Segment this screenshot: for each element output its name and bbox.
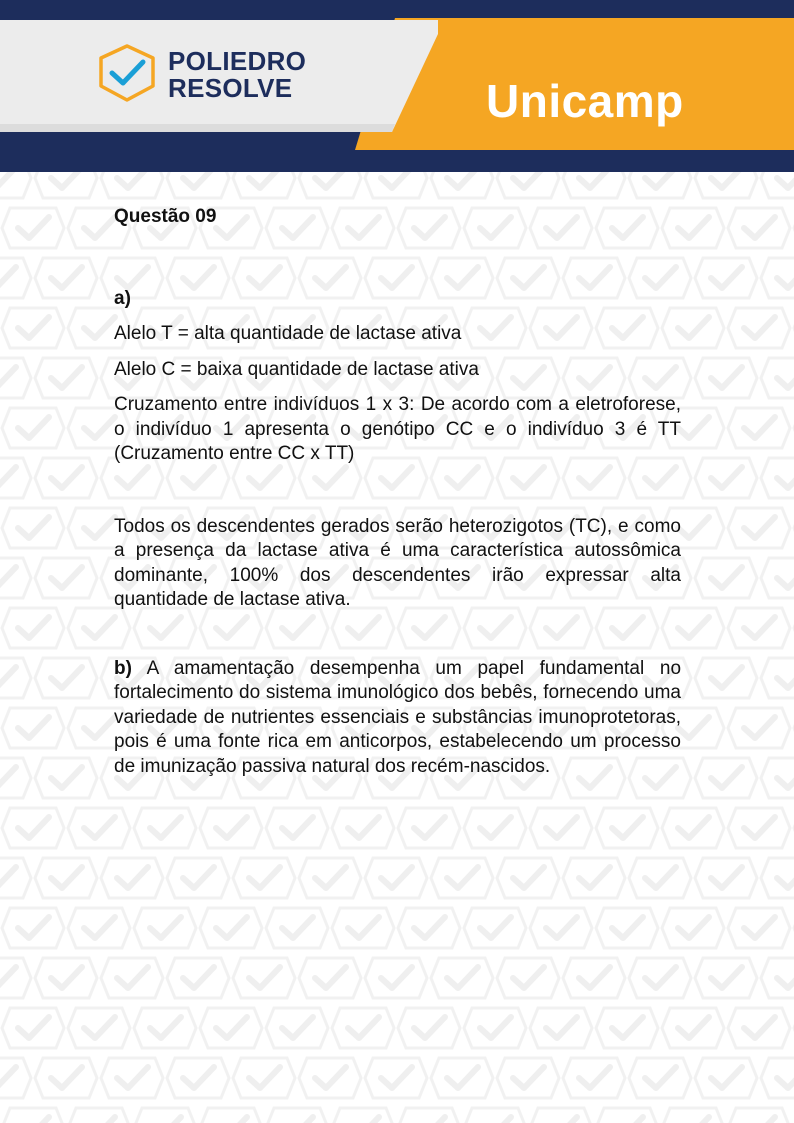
part-a-label: a) bbox=[114, 287, 131, 309]
part-b-label: b) bbox=[114, 657, 132, 679]
answer-content bbox=[114, 205, 681, 779]
allele-c-text: Alelo C = baixa quantidade de lactase ativa bbox=[114, 358, 479, 380]
cross-paragraph: Cruzamento entre indivíduos 1 x 3: De acordo com a eletroforese, o indivíduo 1 apresenta o genótipo CC e o indivíduo 3 é TT (Cruzamento entre CC x TT) bbox=[114, 394, 681, 464]
exam-title: Unicamp bbox=[486, 75, 684, 127]
part-b-text: A amamentação desempenha um papel fundamental no fortalecimento do sistema imunológico dos bebês, fornecendo uma variedade de nutrientes essenciais e substâncias imunoprotetoras, pois é uma fonte rica em anticorpos, estabelecendo um processo de imunização passiva natural dos recém-nascidos. bbox=[114, 657, 682, 777]
question-title: Questão 09 bbox=[114, 206, 217, 227]
brand-logo-text bbox=[168, 48, 306, 102]
brand-line-2: RESOLVE bbox=[168, 73, 293, 103]
allele-t-text: Alelo T = alta quantidade de lactase ativa bbox=[114, 323, 462, 344]
conclusion-paragraph: Todos os descendentes gerados serão heterozigotos (TC), e como a presença da lactase ativa é uma característica autossômica dominante, 100% dos descendentes irão expressar alta quantidade de lactase ativa. bbox=[114, 515, 681, 610]
brand-line-1: POLIEDRO bbox=[168, 46, 307, 76]
part-b-paragraph bbox=[114, 657, 681, 780]
